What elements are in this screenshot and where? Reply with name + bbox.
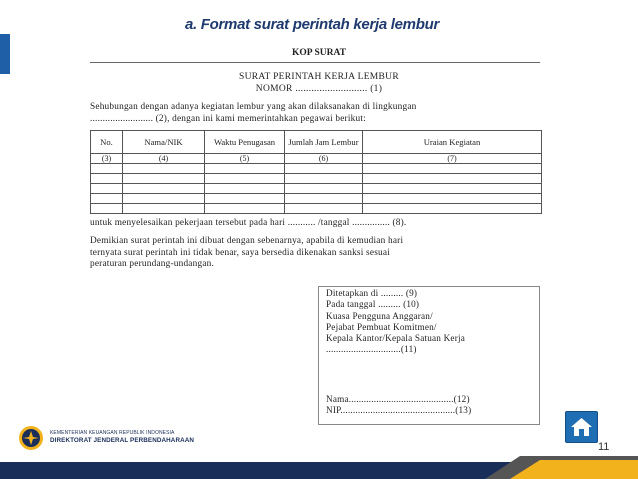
closing-line: ternyata surat perintah ini tidak benar, saya bersedia dikenakan sanksi sesuai bbox=[90, 247, 390, 258]
letterhead-divider bbox=[90, 62, 540, 63]
table-header-row bbox=[91, 131, 542, 154]
closing-line: Demikian surat perintah ini dibuat dengan sebenarnya, apabila di kemudian hari bbox=[90, 236, 404, 246]
sign-role: Kepala Kantor/Kepala Satuan Kerja bbox=[326, 333, 465, 343]
table-row bbox=[91, 174, 542, 184]
column-header: No. bbox=[91, 131, 123, 154]
finish-line: untuk menyelesaikan pekerjaan tersebut pada hari ........... /tanggal ............... (8). bbox=[90, 218, 407, 228]
intro-line: ......................... (2), dengan ini kami memerintahkan pegawai berikut: bbox=[90, 113, 366, 124]
column-number: (3) bbox=[91, 154, 123, 164]
column-header: Uraian Kegiatan bbox=[363, 131, 542, 154]
page-number: 11 bbox=[598, 441, 610, 453]
sign-role: ..............................(11) bbox=[326, 344, 417, 354]
intro-paragraph bbox=[90, 102, 542, 125]
home-button[interactable] bbox=[565, 411, 598, 443]
document-title: SURAT PERINTAH KERJA LEMBUR bbox=[239, 72, 399, 82]
table-row bbox=[91, 204, 542, 214]
column-number: (7) bbox=[363, 154, 542, 164]
footer-stripe bbox=[0, 456, 638, 479]
org-ministry: KEMENTERIAN KEUANGAN REPUBLIK INDONESIA bbox=[50, 430, 175, 436]
sign-nip: NIP..............................................(13) bbox=[326, 405, 472, 415]
table-row bbox=[91, 184, 542, 194]
sign-date: Pada tanggal ......... (10) bbox=[326, 299, 420, 309]
table-number-row bbox=[91, 154, 542, 164]
column-number: (4) bbox=[123, 154, 205, 164]
ministry-logo-icon bbox=[18, 425, 44, 451]
closing-paragraph bbox=[90, 236, 542, 271]
column-header: Waktu Penugasan bbox=[205, 131, 285, 154]
document-number: NOMOR ........................... (1) bbox=[255, 84, 383, 94]
sign-role: Kuasa Pengguna Anggaran/ bbox=[326, 311, 433, 321]
signature-block bbox=[318, 286, 540, 425]
sign-name: Nama..........................................(12) bbox=[326, 394, 470, 404]
column-number: (5) bbox=[205, 154, 285, 164]
sign-place: Ditetapkan di ......... (9) bbox=[326, 288, 418, 298]
home-icon bbox=[566, 412, 597, 442]
table-row bbox=[91, 164, 542, 174]
overtime-table bbox=[90, 130, 542, 214]
column-header: Jumlah Jam Lembur bbox=[285, 131, 363, 154]
letterhead-label: KOP SURAT bbox=[292, 48, 346, 58]
org-directorate: DIREKTORAT JENDERAL PERBENDAHARAAN bbox=[50, 437, 195, 444]
column-header: Nama/NIK bbox=[123, 131, 205, 154]
intro-line: Sehubungan dengan adanya kegiatan lembur yang akan dilaksanakan di lingkungan bbox=[90, 102, 417, 112]
sign-role: Pejabat Pembuat Komitmen/ bbox=[326, 322, 437, 332]
table-row bbox=[91, 194, 542, 204]
closing-line: peraturan perundang-undangan. bbox=[90, 259, 215, 269]
slide-title: a. Format surat perintah kerja lembur bbox=[185, 16, 439, 33]
column-number: (6) bbox=[285, 154, 363, 164]
